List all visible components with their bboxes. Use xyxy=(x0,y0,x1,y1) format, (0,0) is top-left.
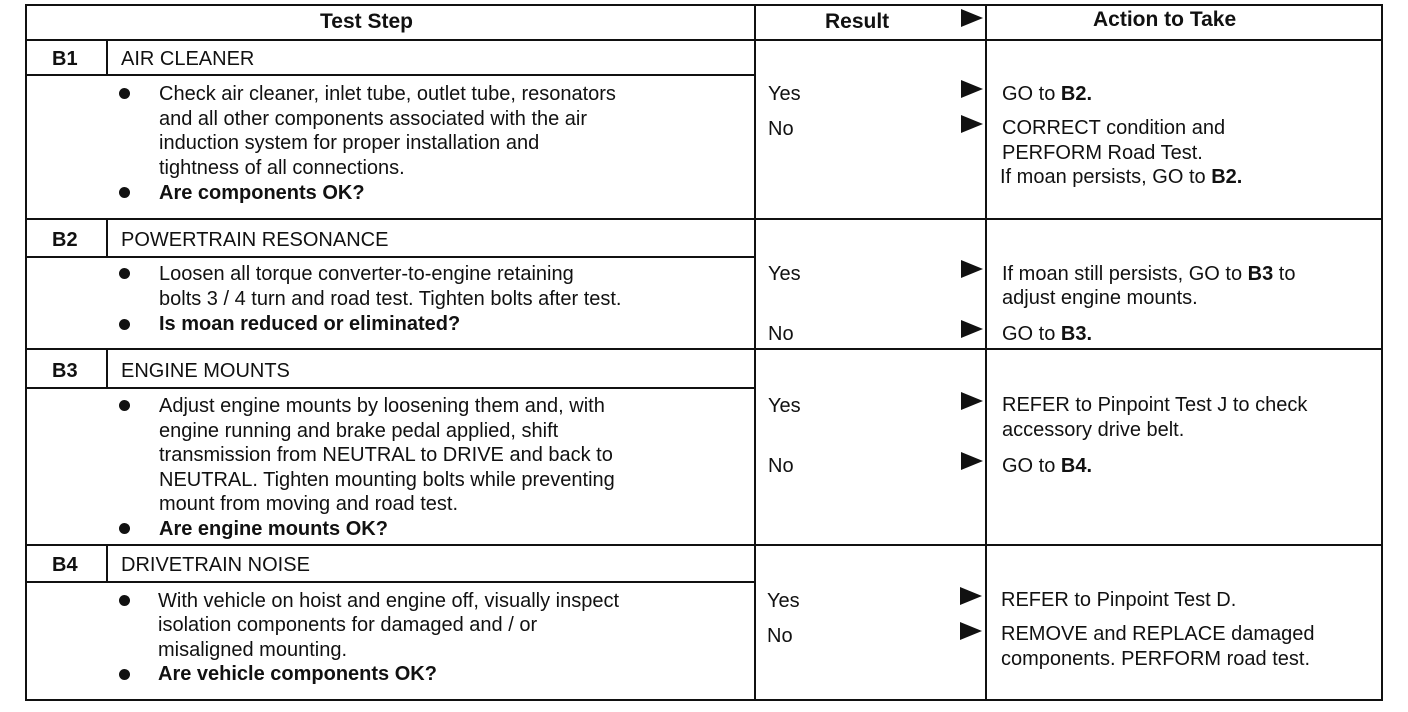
step-id-divider xyxy=(106,350,108,389)
result-yes: Yes xyxy=(768,263,801,285)
result-yes: Yes xyxy=(768,83,801,105)
arrow-right-icon xyxy=(961,115,983,133)
step-id: B2 xyxy=(52,229,78,251)
bullet-icon xyxy=(119,319,130,330)
header-test-step: Test Step xyxy=(320,10,413,33)
action-yes: accessory drive belt. xyxy=(1002,419,1185,441)
check-line: mount from moving and road test. xyxy=(159,493,459,515)
bullet-icon xyxy=(119,187,130,198)
action-yes: GO to B2. xyxy=(1002,83,1093,105)
check-line: With vehicle on hoist and engine off, visually inspect xyxy=(158,590,620,612)
result-no: No xyxy=(768,323,794,345)
arrow-right-icon xyxy=(961,392,983,410)
check-line: Adjust engine mounts by loosening them and, with xyxy=(159,395,605,417)
action-no: If moan persists, GO to B2. xyxy=(1000,166,1243,188)
step-separator xyxy=(25,544,1383,546)
action-yes: If moan still persists, GO to B3 to xyxy=(1002,263,1296,285)
header-rule xyxy=(25,39,1383,41)
step-title-rule xyxy=(25,74,755,76)
column-divider-action xyxy=(985,4,987,701)
step-title-rule xyxy=(25,387,755,389)
action-yes: REFER to Pinpoint Test J to check xyxy=(1002,394,1308,416)
step-title: AIR CLEANER xyxy=(121,48,255,70)
bullet-icon xyxy=(119,669,130,680)
action-yes: adjust engine mounts. xyxy=(1002,287,1198,309)
header-action: Action to Take xyxy=(1093,8,1237,31)
check-line: NEUTRAL. Tighten mounting bolts while preventing xyxy=(159,469,615,491)
action-no: REMOVE and REPLACE damaged xyxy=(1001,623,1315,645)
arrow-right-icon xyxy=(960,587,982,605)
action-no: components. PERFORM road test. xyxy=(1001,648,1311,670)
action-yes: REFER to Pinpoint Test D. xyxy=(1001,589,1237,611)
step-question: Are components OK? xyxy=(159,182,365,204)
result-yes: Yes xyxy=(767,590,800,612)
result-no: No xyxy=(767,625,793,647)
step-title: DRIVETRAIN NOISE xyxy=(121,554,310,576)
check-line: Check air cleaner, inlet tube, outlet tube, resonators xyxy=(159,83,616,105)
arrow-right-icon xyxy=(961,80,983,98)
step-question: Are engine mounts OK? xyxy=(159,518,388,540)
step-title: ENGINE MOUNTS xyxy=(121,360,290,382)
check-line: induction system for proper installation and xyxy=(159,132,540,154)
arrow-right-icon xyxy=(961,320,983,338)
step-title-rule xyxy=(25,581,755,583)
action-no: CORRECT condition and xyxy=(1002,117,1226,139)
action-no: PERFORM Road Test. xyxy=(1002,142,1203,164)
check-line: misaligned mounting. xyxy=(158,639,347,661)
result-no: No xyxy=(768,118,794,140)
check-line: Loosen all torque converter-to-engine retaining xyxy=(159,263,574,285)
step-id-divider xyxy=(106,220,108,257)
step-id-divider xyxy=(106,546,108,583)
result-no: No xyxy=(768,455,794,477)
arrow-right-icon xyxy=(961,260,983,278)
check-line: tightness of all connections. xyxy=(159,157,405,179)
check-line: bolts 3 / 4 turn and road test. Tighten bolts after test. xyxy=(159,288,622,310)
action-no: GO to B3. xyxy=(1002,323,1093,345)
bullet-icon xyxy=(119,268,130,279)
step-id-divider xyxy=(106,41,108,76)
header-result: Result xyxy=(825,10,890,33)
bullet-icon xyxy=(119,595,130,606)
bullet-icon xyxy=(119,523,130,534)
arrow-right-icon xyxy=(960,622,982,640)
check-line: and all other components associated with the air xyxy=(159,108,588,130)
step-id: B4 xyxy=(52,554,78,576)
arrow-right-icon xyxy=(961,452,983,470)
check-line: isolation components for damaged and / or xyxy=(158,614,538,636)
step-title: POWERTRAIN RESONANCE xyxy=(121,229,389,251)
step-title-rule xyxy=(25,256,755,258)
bullet-icon xyxy=(119,400,130,411)
step-question: Is moan reduced or eliminated? xyxy=(159,313,461,335)
bullet-icon xyxy=(119,88,130,99)
column-divider-result xyxy=(754,4,756,701)
step-separator xyxy=(25,348,1383,350)
header-arrow-icon xyxy=(961,9,983,27)
step-id: B1 xyxy=(52,48,78,70)
step-separator xyxy=(25,218,1383,220)
check-line: transmission from NEUTRAL to DRIVE and back to xyxy=(159,444,613,466)
check-line: engine running and brake pedal applied, shift xyxy=(159,420,559,442)
step-id: B3 xyxy=(52,360,78,382)
step-question: Are vehicle components OK? xyxy=(158,663,437,685)
result-yes: Yes xyxy=(768,395,801,417)
action-no: GO to B4. xyxy=(1002,455,1093,477)
